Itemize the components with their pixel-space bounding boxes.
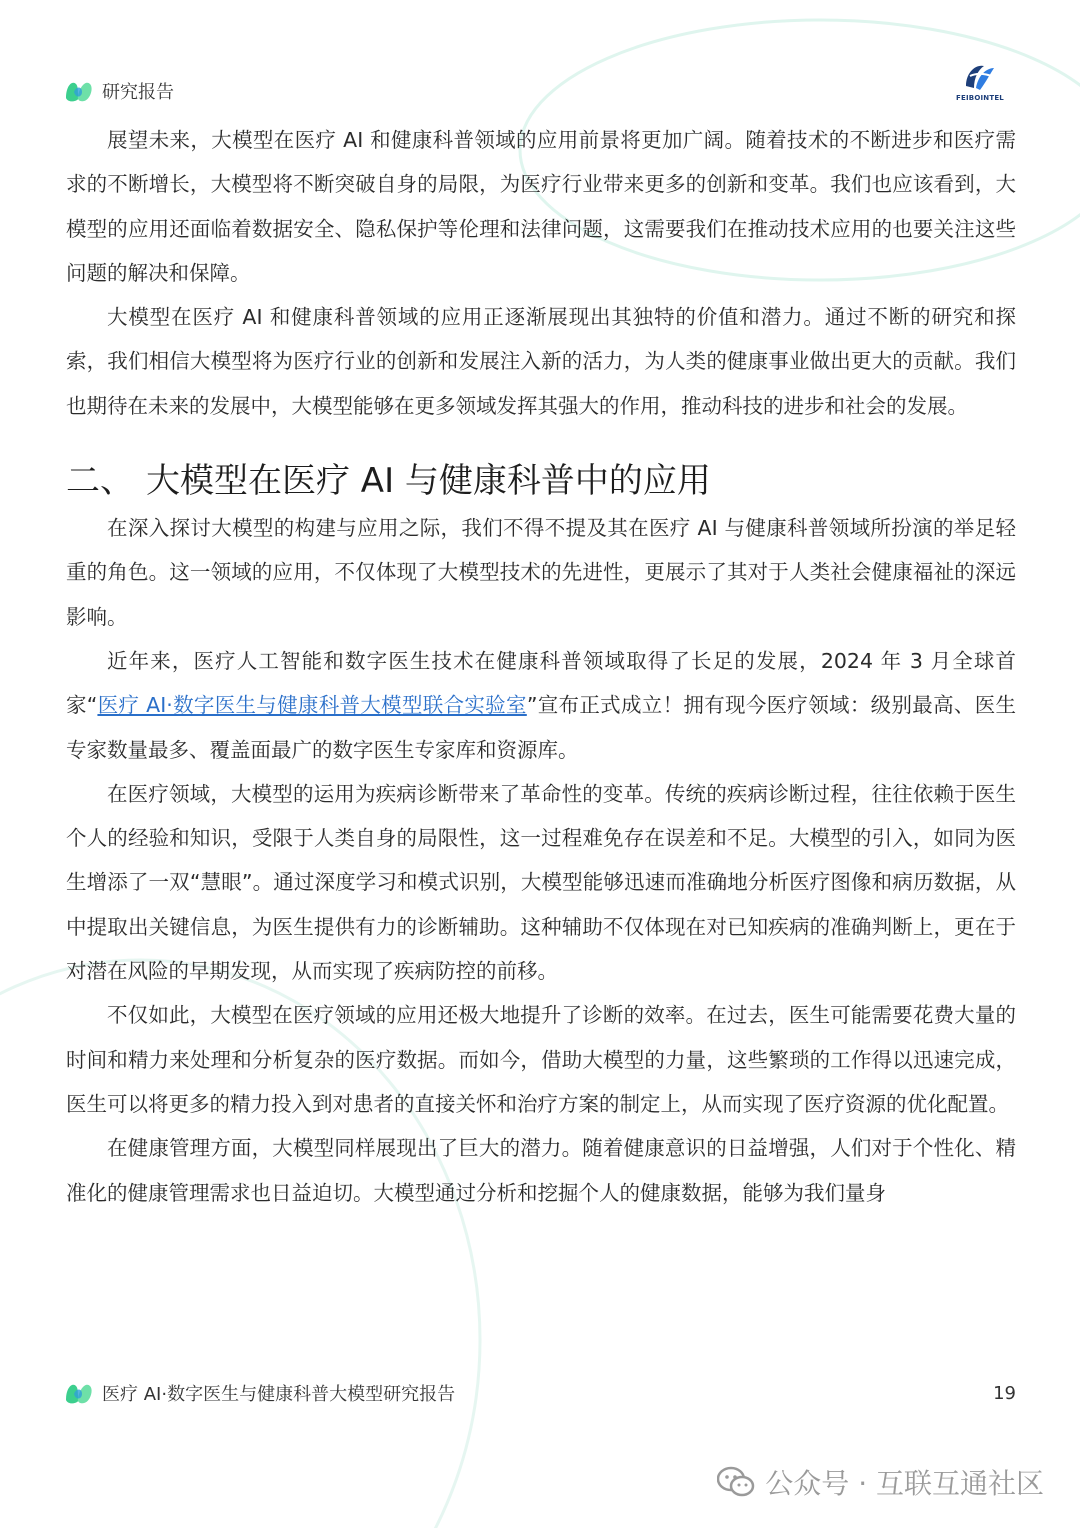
footer-title: 医疗 AI·数字医生与健康科普大模型研究报告: [102, 1384, 456, 1405]
watermark-text: 公众号 · 互联互通社区: [765, 1467, 1044, 1500]
paragraph-outlook: 展望未来，大模型在医疗 AI 和健康科普领域的应用前景将更加广阔。随着技术的不断进步和医疗需求的不断增长，大模型将不断突破自身的局限，为医疗行业带来更多的创新和变革。我们也应该看到，大模型的应用还面临着数据安全、隐私保护等伦理和法律问题，这需要我们在推动技术应用的也要关注这些问题的解决和保障。: [66, 128, 1016, 285]
header-brand: [64, 78, 174, 104]
section-number: 二、: [66, 461, 134, 502]
corp-logo-icon: [960, 60, 1000, 92]
header-label: 研究报告: [102, 82, 174, 103]
lab-link[interactable]: 医疗 AI·数字医生与健康科普大模型联合实验室: [97, 693, 527, 718]
section-title: 大模型在医疗 AI 与健康科普中的应用: [146, 461, 711, 502]
wechat-icon: [717, 1466, 755, 1498]
brand-logo-icon: [64, 78, 94, 104]
corp-name: FEIBOINTEL: [956, 94, 1004, 102]
paragraph-lab-announcement: [66, 639, 1016, 772]
section-heading: [66, 456, 1016, 506]
document-body: [66, 118, 1016, 1215]
paragraph-diagnosis: 在医疗领域，大模型的运用为疾病诊断带来了革命性的变革。传统的疾病诊断过程，往往依赖于医生个人的经验和知识，受限于人类自身的局限性，这一过程难免存在误差和不足。大模型的引入，如同为医生增添了一双“慧眼”。通过深度学习和模式识别，大模型能够迅速而准确地分析医疗图像和病历数据，从中提取出关键信息，为医生提供有力的诊断辅助。这种辅助不仅体现在对已知疾病的准确判断上，更在于对潜在风险的早期发现，从而实现了疾病防控的前移。: [66, 781, 1016, 984]
paragraph-lab-text-after: ”宣布正式成立！拥有现今医疗领域：级别最高、医生专家数量最多、覆盖面最广的数字医生专家库和资源库。: [66, 693, 1017, 762]
paragraph-value: 大模型在医疗 AI 和健康科普领域的应用正逐渐展现出其独特的价值和潜力。通过不断的研究和探索，我们相信大模型将为医疗行业的创新和发展注入新的活力，为人类的健康事业做出更大的贡献。我们也期待在未来的发展中，大模型能够在更多领域发挥其强大的作用，推动科技的进步和社会的发展。: [66, 305, 1016, 418]
watermark: [717, 1462, 1044, 1502]
footer-brand: [64, 1380, 455, 1406]
corp-logo: [950, 60, 1010, 102]
page-footer: [64, 1380, 1016, 1406]
paragraph-efficiency: 不仅如此，大模型在医疗领域的应用还极大地提升了诊断的效率。在过去，医生可能需要花费大量的时间和精力来处理和分析复杂的医疗数据。而如今，借助大模型的力量，这些繁琐的工作得以迅速完成，医生可以将更多的精力投入到对患者的直接关怀和治疗方案的制定上，从而实现了医疗资源的优化配置。: [66, 1003, 1016, 1116]
page-number: 19: [993, 1382, 1016, 1404]
paragraph-intro: 在深入探讨大模型的构建与应用之际，我们不得不提及其在医疗 AI 与健康科普领域所扮演的举足轻重的角色。这一领域的应用，不仅体现了大模型技术的先进性，更展示了其对于人类社会健康福祉的深远影响。: [66, 516, 1016, 629]
paragraph-lab-text-before: 近年来，医疗人工智能和数字医生技术在健康科普领域取得了长足的发展，2024 年 3 月全球首家“: [66, 648, 1016, 718]
paragraph-health-management: 在健康管理方面，大模型同样展现出了巨大的潜力。随着健康意识的日益增强，人们对于个性化、精准化的健康管理需求也日益迫切。大模型通过分析和挖掘个人的健康数据，能够为我们量身: [66, 1136, 1016, 1205]
footer-logo-icon: [64, 1380, 94, 1406]
